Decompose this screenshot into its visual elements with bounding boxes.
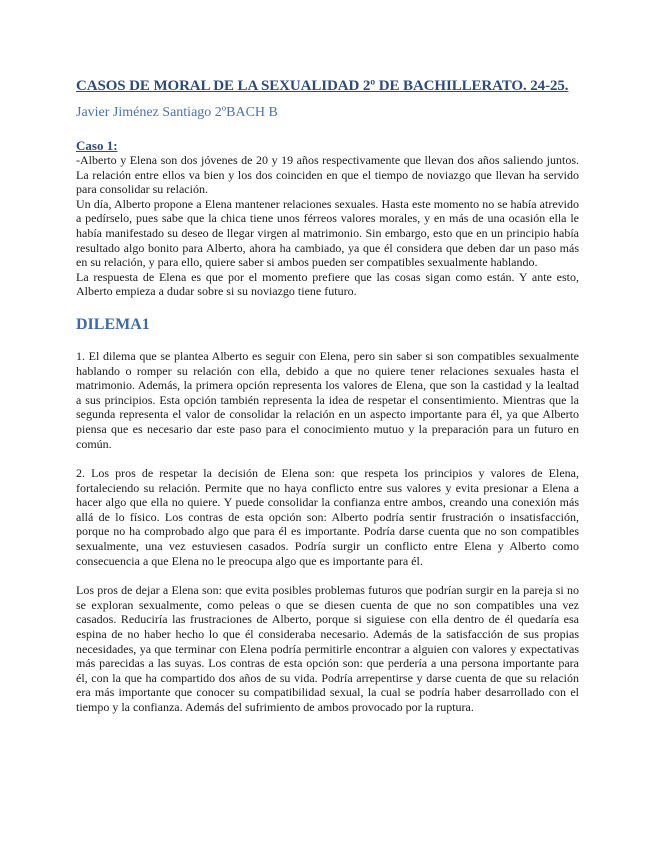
case-paragraph: -Alberto y Elena son dos jóvenes de 20 y 19 años respectivamente que llevan dos años saliendo juntos. La relación entre ellos va bien y los dos coinciden en que el tiempo de noviazgo que llevan ha servido para consolidar su relación. [76,153,579,197]
document-title: CASOS DE MORAL DE LA SEXUALIDAD 2º DE BACHILLERATO. 24-25. [76,78,569,94]
case-paragraph: La respuesta de Elena es que por el momento prefiere que las cosas sigan como están. Y ante esto, Alberto empieza a dudar sobre si su noviazgo tiene futuro. [76,269,579,299]
dilema-heading: DILEMA1 [76,315,150,333]
dilema-paragraph: 1. El dilema que se plantea Alberto es seguir con Elena, pero sin saber si son compatibles sexualmente hablando o romper su relación con ella, debido a que no quiere tener relaciones sexuales hasta el matrimonio. Además, la primera opción representa los valores de Elena, que son la castidad y la lealtad a sus principios. Esta opción también representa la idea de respetar el consentimiento. Mientras que la segunda representa el valor de consolidar la relación en un aspecto importante para él, ya que Alberto piensa que es necesario dar este paso para el conocimiento mutuo y la preparación para un futuro en común. [76,348,579,451]
dilema-paragraph: 2. Los pros de respetar la decisión de Elena son: que respeta los principios y valores de Elena, fortaleciendo su relación. Permite que no haya conflicto entre sus valores y evita presionar a Elena a hacer algo que ella no quiere. Y puede consolidar la confianza entre ambos, creando una conexión más allá de lo físico. Los contras de esta opción son: Alberto podría sentir frustración o insatisfacción, porque no ha comprobado algo que para él es importante. Podría darse cuenta que no son compatibles sexualmente, una vez estuviesen casados. Podría surgir un conflicto entre Elena y Alberto como consecuencia a que Elena no le preocupa algo que es importante para él. [76,466,579,568]
case-heading: Caso 1: [76,138,118,153]
author-line: Javier Jiménez Santiago 2ºBACH B [76,105,278,120]
case-paragraph: Un día, Alberto propone a Elena mantener relaciones sexuales. Hasta este momento no se había atrevido a pedírselo, pues sabe que la chica tiene unos férreos valores morales, y en más de una ocasión ella le había manifestado su deseo de llegar virgen al matrimonio. Sin embargo, esto que en un principio había resultado algo bonito para Alberto, ahora ha cambiado, ya que él considera que deben dar un paso más en su relación, y para ello, quiere saber si ambos pueden ser compatibles sexualmente hablando. [76,196,579,270]
dilema-paragraph: Los pros de dejar a Elena son: que evita posibles problemas futuros que podrían surgir en la pareja si no se exploran sexualmente, como peleas o que se diesen cuenta de que no son compatibles una vez casados. Reduciría las frustraciones de Alberto, porque si siguiese con ella dentro de él quedaría esa espina de no haber hecho lo que él consideraba necesario. Además de la satisfacción de sus propias necesidades, ya que terminar con Elena podría permitirle encontrar a alguien con valores y expectativas más parecidas a las suyas. Los contras de esta opción son: que perdería a una persona importante para él, con la que ha compartido dos años de su vida. Podría arrepentirse y darse cuenta de que su relación era más importante que conocer su compatibilidad sexual, la cual se podría haber desarrollado con el tiempo y la confianza. Además del sufrimiento de ambos provocado por la ruptura. [76,583,579,714]
document-page [76,76,579,715]
